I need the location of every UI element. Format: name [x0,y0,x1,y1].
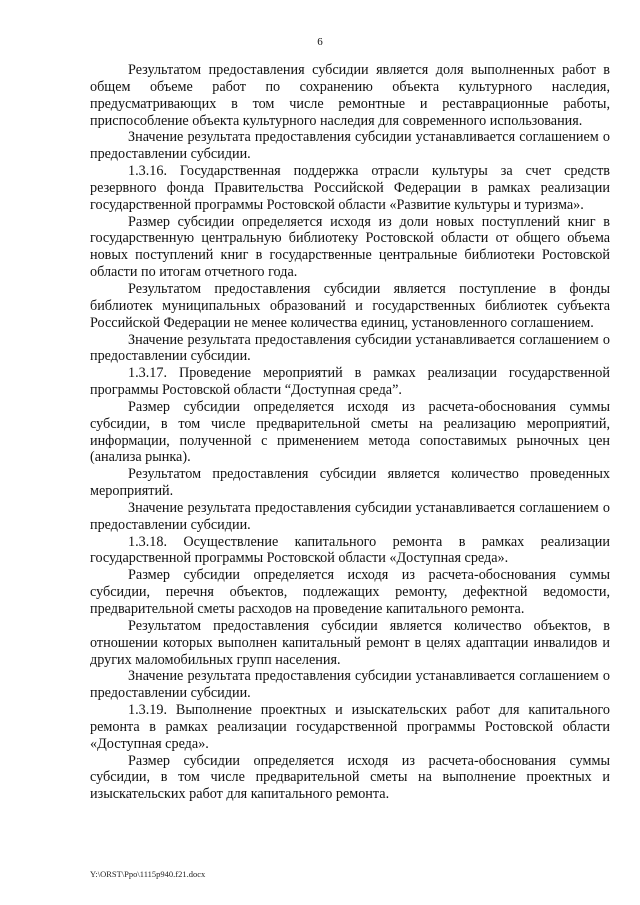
paragraph-result-libraries: Результатом предоставления субсидии является поступление в фонды библиотек муниципальных образований и государственных библиотек субъекта Российской Федерации не менее количества единиц, установленного соглашением. [90,280,610,331]
paragraph-result-value: Значение результата предоставления субсидии устанавливается соглашением о предоставлении субсидии. [90,499,610,533]
paragraph-subsidy-size: Размер субсидии определяется исходя из расчета-обоснования суммы субсидии, перечня объектов, подлежащих ремонту, дефектной ведомости, предварительной сметы расходов на проведение капитального ремонта. [90,567,610,617]
paragraph-subsidy-size: Размер субсидии определяется исходя из расчета-обоснования суммы субсидии, в том числе предварительной сметы на реализацию мероприятий, информации, полученной с применением метода сопоставимых рыночных цен (анализа рынка). [90,398,610,466]
paragraph-result-objects: Результатом предоставления субсидии является количество объектов, в отношении которых выполнен капитальный ремонт в целях адаптации инвалидов и других маломобильных групп населения. [90,617,610,668]
paragraph-subsidy-size: Размер субсидии определяется исходя из доли новых поступлений книг в государственную центральную библиотеку Ростовской области от общего объема новых поступлений книг в государственные центральные библиотеки Ростовской области по итогам отчетного года. [90,213,610,281]
paragraph-result-events: Результатом предоставления субсидии является количество проведенных мероприятий. [90,466,610,500]
document-body [90,62,610,803]
page-number: 6 [317,36,323,48]
paragraph-result-value: Значение результата предоставления субсидии устанавливается соглашением о предоставлении субсидии. [90,668,610,702]
paragraph-result-heritage: Результатом предоставления субсидии является доля выполненных работ в общем объеме работ по сохранению объекта культурного наследия, предусматривающих в том числе ремонтные и реставрационные работы, приспособление объекта культурного наследия для современного использования. [90,62,610,129]
paragraph-result-value: Значение результата предоставления субсидии устанавливается соглашением о предоставлении субсидии. [90,129,610,163]
paragraph-subsidy-size: Размер субсидии определяется исходя из расчета-обоснования суммы субсидии, в том числе предварительной сметы на выполнение проектных и изыскательских работ для капитального ремонта. [90,752,610,803]
paragraph-section-1-3-18: 1.3.18. Осуществление капитального ремонта в рамках реализации государственной программы Ростовской области «Доступная среда». [90,533,610,567]
footer-file-path: Y:\ORST\Ppo\1115p940.f21.docx [90,869,206,879]
paragraph-section-1-3-19: 1.3.19. Выполнение проектных и изыскательских работ для капитального ремонта в рамках реализации государственной программы Ростовской области «Доступная среда». [90,702,610,752]
paragraph-section-1-3-16: 1.3.16. Государственная поддержка отрасли культуры за счет средств резервного фонда Правительства Российской Федерации в рамках реализации государственной программы Ростовской области «Развитие культуры и туризма». [90,163,610,213]
paragraph-section-1-3-17: 1.3.17. Проведение мероприятий в рамках реализации государственной программы Ростовской области “Доступная среда”. [90,365,610,399]
paragraph-result-value: Значение результата предоставления субсидии устанавливается соглашением о предоставлении субсидии. [90,331,610,365]
